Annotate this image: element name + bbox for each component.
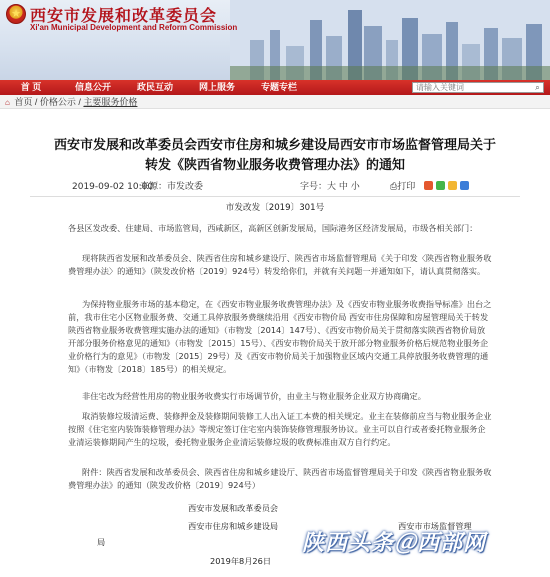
- site-header: [0, 0, 550, 80]
- article-title: [0, 136, 550, 176]
- print-icon: ⎙: [390, 182, 398, 192]
- article-title-line2: 转发《陕西省物业服务收费管理办法》的通知: [144, 158, 405, 173]
- paragraph: 现将陕西省发展和改革委员会、陕西省住房和城乡建设厅、陕西省市场监督管理局《关于印发〈陕西省物业服务收费管理办法〉的通知》（陕发改价格〔2019〕924号）转发给你们，并就有关问题一并通知如下，请认真贯彻落实。: [68, 253, 492, 276]
- breadcrumb-separator: /: [75, 97, 84, 107]
- site-title: 西安市发展和改革委员会: [30, 6, 218, 25]
- divider: [30, 196, 520, 197]
- attachment-paragraph: 附件：陕西省发展和改革委员会、陕西省住房和城乡建设厅、陕西省市场监督管理局关于印发《陕西省物业服务收费管理办法》的通知（陕发改价格〔2019〕924号）: [68, 467, 492, 490]
- nav-item-home[interactable]: 首 页: [20, 82, 42, 92]
- signature-market-regulation: 西安市市场监督管理: [398, 521, 472, 531]
- article-title-line1: 西安市发展和改革委员会西安市住房和城乡建设局西安市市场监督管理局关于: [53, 138, 496, 153]
- signature-market-regulation-cont: 局: [97, 537, 106, 547]
- search-icon[interactable]: ⌕: [535, 83, 540, 92]
- share-buttons: [424, 181, 469, 190]
- home-icon: ⌂: [5, 98, 10, 107]
- paragraph: 取消装修垃圾清运费、装修押金及装修期间装修工人出入证工本费的相关规定。业主在装修前应当与物业服务企业按照《住宅室内装饰装修管理办法》等规定签订住宅室内装饰装修管理服务协议。业主可以自行或者委托物业服务企业清运装修期间产生的垃圾，委托物业服务企业清运装修垃圾的收费标准由双方自行约定。: [68, 411, 492, 447]
- publish-date: 2019-09-02 10:00: [72, 182, 154, 192]
- paragraph: 为保持物业服务市场的基本稳定，在《西安市物业服务收费管理办法》及《西安市物业服务收费指导标准》出台之前，我市住宅小区物业服务费、交通工具停放服务费继续沿用《西安市物价局 西安市住房保障和房屋管理局关于转发陕西省物业服务收费管理实施办法的通知》（市物发〔2014〕147号）、《西安市物价局关于贯彻落实陕西省物价局放开部分服务价格意见的通知》（市物发〔2015〕15号）、《西安市物价局关于放开部分物业服务价格后规范物业服务企业价格行为的意见》（市物发〔2015〕29号）及《西安市物价局关于加强物业区域内交通工具停放服务收费管理的通知》（市物发〔2018〕185号）的相关规定。: [68, 299, 492, 374]
- nav-item-special-topics[interactable]: 专题专栏: [260, 82, 297, 92]
- share-qzone-icon[interactable]: [448, 181, 457, 190]
- document-number: 市发改发〔2019〕301号: [225, 203, 325, 213]
- paragraph: 各县区发改委、住建局、市场监管局，西咸新区，高新区创新发展局，国际港务区经济发展局，市级各相关部门：: [68, 223, 478, 233]
- nav-item-info-disclosure[interactable]: 信息公开: [74, 82, 111, 92]
- share-wechat-icon[interactable]: [436, 181, 445, 190]
- breadcrumb-home[interactable]: 首页: [14, 97, 33, 107]
- main-navigation: [0, 80, 550, 95]
- share-weibo-icon[interactable]: [424, 181, 433, 190]
- paragraph: 非住宅改为经营性用房的物业服务收费实行市场调节价，由业主与物业服务企业双方协商确定。: [82, 391, 426, 401]
- font-size-switch[interactable]: 字号：大 中 小: [300, 182, 360, 192]
- nav-item-online-service[interactable]: 网上服务: [198, 82, 235, 92]
- breadcrumb-service-prices[interactable]: 主要服务价格: [83, 97, 138, 107]
- search-input[interactable]: 请输入关键词: [412, 82, 544, 93]
- sign-date: 2019年8月26日: [210, 556, 272, 566]
- site-subtitle: Xi'an Municipal Development and Reform Commission: [30, 23, 238, 32]
- print-label: 打印: [397, 182, 416, 192]
- signature-housing: 西安市住房和城乡建设局: [188, 521, 279, 531]
- share-qq-icon[interactable]: [460, 181, 469, 190]
- breadcrumb: [0, 95, 550, 109]
- city-skyline-banner: [230, 0, 550, 80]
- emblem-icon: [6, 4, 26, 24]
- signature-drc: 西安市发展和改革委员会: [188, 503, 279, 513]
- nav-item-interaction[interactable]: 政民互动: [136, 82, 173, 92]
- article-source: 来源：市发改委: [140, 182, 204, 192]
- watermark: 陕西头条＠西部网: [302, 531, 487, 556]
- breadcrumb-price-notice[interactable]: 价格公示: [39, 97, 76, 107]
- breadcrumb-separator: /: [32, 97, 40, 107]
- article-meta: [72, 180, 482, 194]
- print-button[interactable]: [390, 180, 415, 194]
